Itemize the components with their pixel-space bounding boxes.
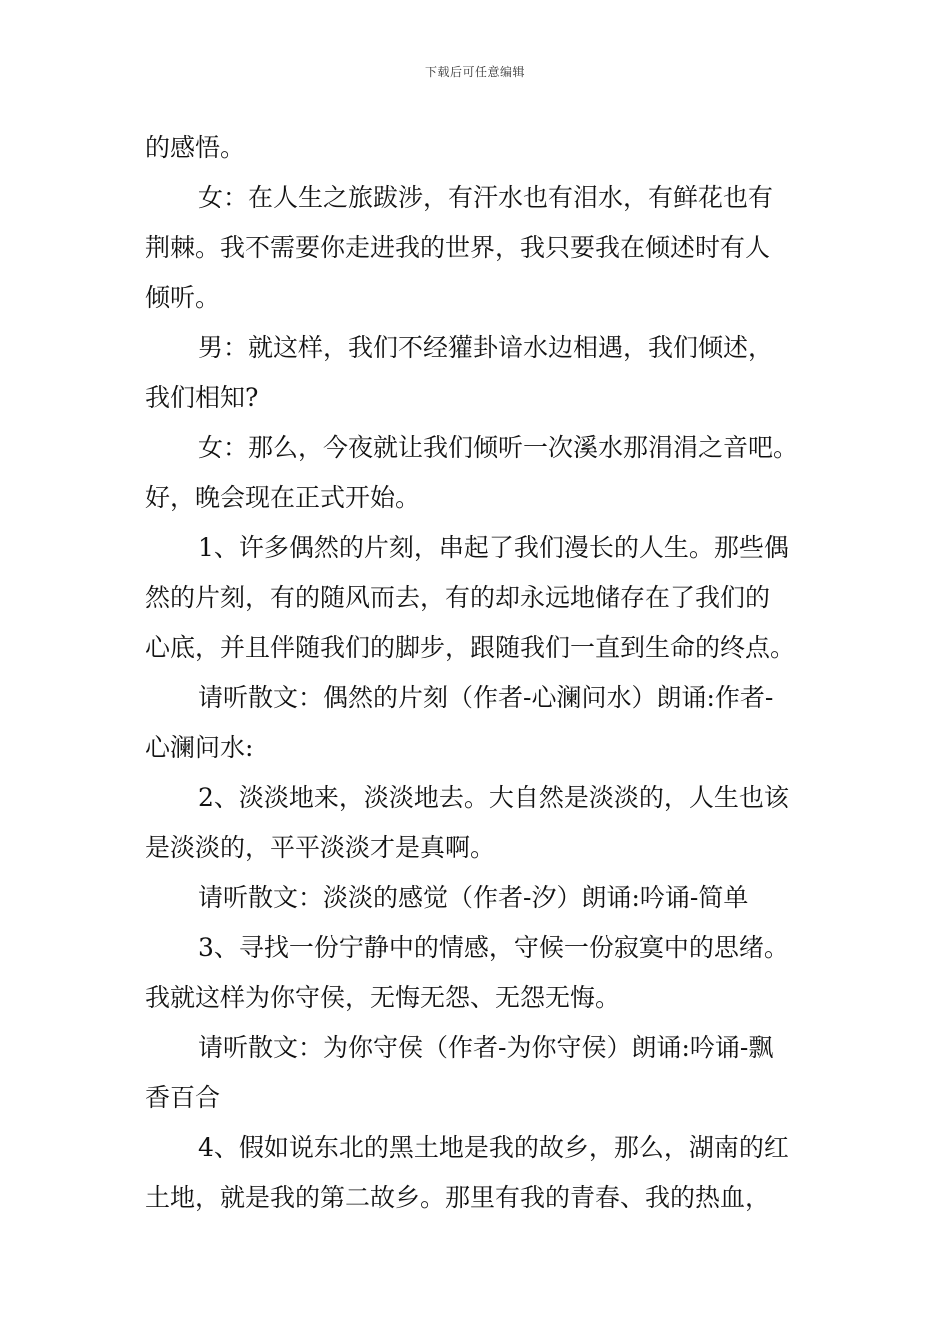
text-line: 我就这样为你守侯，无悔无怨、无怨无悔。 (145, 983, 621, 1012)
text-line: 土地，就是我的第二故乡。那里有我的青春、我的热血， (145, 1183, 771, 1212)
text-line: 女：那么，今夜就让我们倾听一次溪水那涓涓之音吧。 (198, 433, 799, 462)
text-line: 请听散文：偶然的片刻（作者-心澜问水）朗诵:作者- (198, 683, 774, 712)
text-line: 的感悟。 (145, 133, 246, 162)
text-line: 请听散文：为你守侯（作者-为你守侯）朗诵:吟诵-飘 (198, 1033, 774, 1062)
text-line: 2、淡淡地来，淡淡地去。大自然是淡淡的，人生也该 (198, 783, 789, 812)
text-line: 1、许多偶然的片刻，串起了我们漫长的人生。那些偶 (198, 533, 789, 562)
text-line: 心底，并且伴随我们的脚步，跟随我们一直到生命的终点。 (145, 633, 796, 662)
page-header: 下载后可任意编辑 (424, 65, 525, 79)
text-line: 心澜问水: (145, 733, 254, 762)
text-line: 香百合 (145, 1083, 221, 1112)
text-line: 我们相知? (145, 383, 259, 412)
text-line: 然的片刻，有的随风而去，有的却永远地储存在了我们的 (145, 583, 771, 612)
text-line: 男：就这样，我们不经獾卦谙水边相遇，我们倾述， (198, 333, 774, 362)
text-line: 好，晚会现在正式开始。 (145, 483, 421, 512)
text-line: 是淡淡的，平平淡淡才是真啊。 (145, 833, 496, 862)
text-line: 3、寻找一份宁静中的情感，守候一份寂寞中的思绪。 (198, 933, 789, 962)
text-line: 倾听。 (145, 283, 221, 312)
text-line: 荆棘。我不需要你走进我的世界，我只要我在倾述时有人 (145, 233, 771, 262)
text-line: 请听散文：淡淡的感觉（作者-汐）朗诵:吟诵-简单 (198, 883, 749, 912)
text-line: 女：在人生之旅跋涉，有汗水也有泪水，有鲜花也有 (198, 183, 774, 212)
text-line: 4、假如说东北的黑土地是我的故乡，那么，湖南的红 (198, 1133, 789, 1162)
